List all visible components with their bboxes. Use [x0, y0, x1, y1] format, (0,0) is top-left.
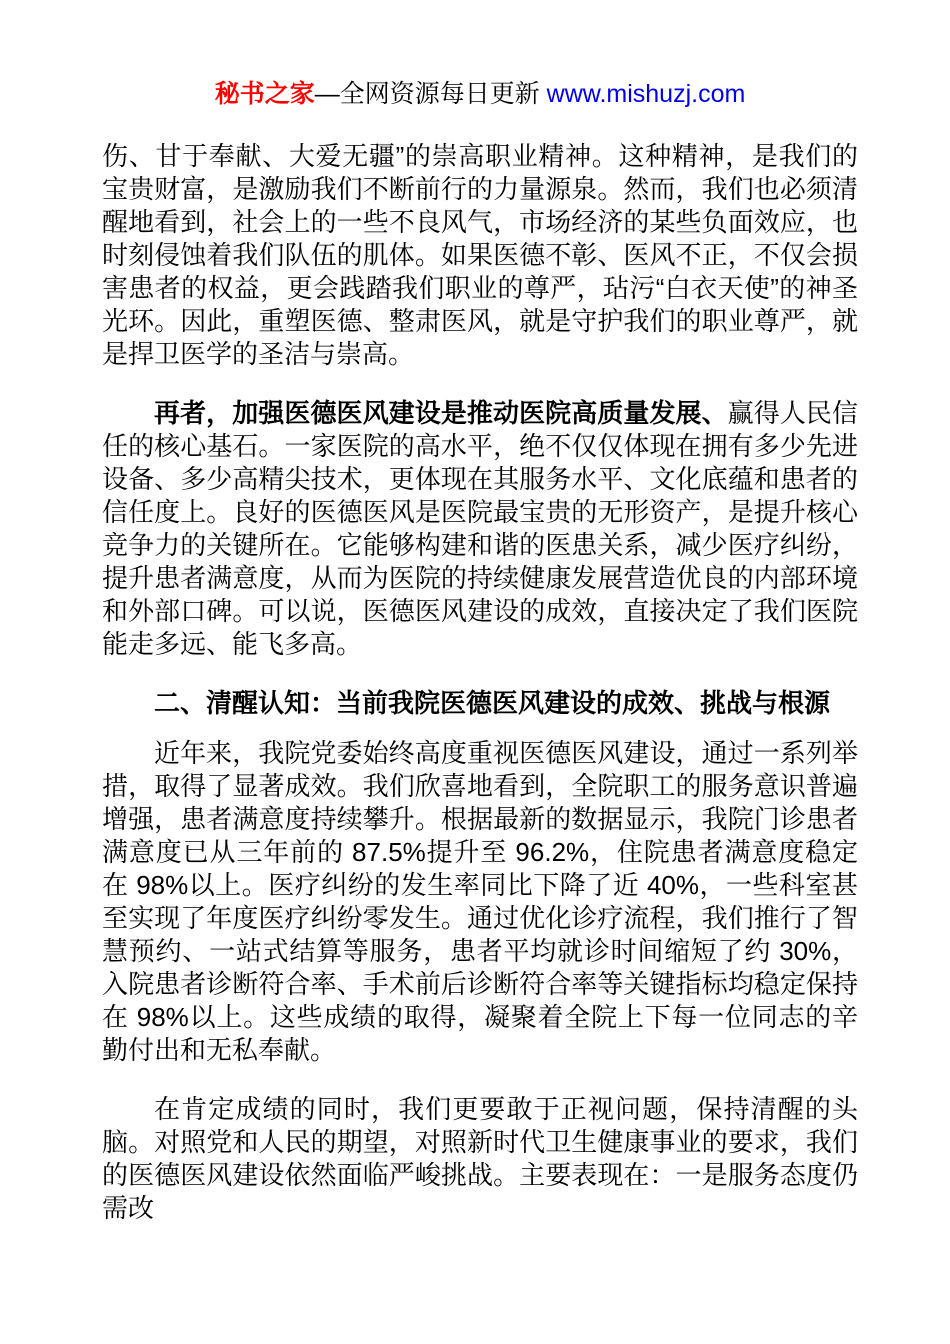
paragraph-bold-lead: 再者，加强医德医风建设是推动医院高质量发展、 [154, 398, 728, 428]
page-header [102, 78, 858, 111]
paragraph-bold-lead-rest: 赢得人民信任的核心基石。一家医院的高水平，绝不仅仅体现在拥有多少先进设备、多少高精尖技术，更体现在其服务水平、文化底蕴和患者的信任度上。良好的医德医风是医院最宝贵的无形资产，是提升核心竞争力的关键所在。它能够构建和谐的医患关系，减少医疗纠纷，提升患者满意度，从而为医院的持续健康发展营造优良的内部环境和外部口碑。可以说，医德医风建设的成效，直接决定了我们医院能走多远、能飞多高。 [102, 398, 858, 659]
paragraph-achievements: 近年来，我院党委始终高度重视医德医风建设，通过一系列举措，取得了显著成效。我们欣喜地看到，全院职工的服务意识普遍增强，患者满意度持续攀升。根据最新的数据显示，我院门诊患者满意度已从三年前的 87.5%提升至 96.2%，住院患者满意度稳定在 98%以上。医疗纠纷的发生率同比下降了近 40%，一些科室甚至实现了年度医疗纠纷零发生。通过优化诊疗流程，我们推行了智慧预约、一站式结算等服务，患者平均就诊时间缩短了约 30%，入院患者诊断符合率、手术前后诊断符合率等关键指标均稳定保持在 98%以上。这些成绩的取得，凝聚着全院上下每一位同志的辛勤付出和无私奉献。 [102, 738, 858, 1065]
paragraph-challenges: 在肯定成绩的同时，我们更要敢于正视问题，保持清醒的头脑。对照党和人民的期望，对照新时代卫生健康事业的要求，我们的医德医风建设依然面临严峻挑战。主要表现在：一是服务态度仍需改 [102, 1094, 858, 1223]
site-brand: 秘书之家 [214, 80, 315, 108]
paragraph-core-foundation [102, 397, 858, 661]
paragraph-continuation: 伤、甘于奉献、大爱无疆”的崇高职业精神。这种精神，是我们的宝贵财富，是激励我们不断前行的力量源泉。然而，我们也必须清醒地看到，社会上的一些不良风气，市场经济的某些负面效应，也时刻侵蚀着我们队伍的肌体。如果医德不彰、医风不正，不仅会损害患者的权益，更会践踏我们职业的尊严，玷污“白衣天使”的神圣光环。因此，重塑医德、整肃医风，就是守护我们的职业尊严，就是捍卫医学的圣洁与崇高。 [102, 141, 858, 369]
site-url-link[interactable]: www.mishuzj.com [546, 80, 746, 108]
section-heading-2: 二、清醒认知：当前我院医德医风建设的成效、挑战与根源 [154, 688, 831, 718]
site-tagline: —全网资源每日更新 [314, 80, 547, 108]
